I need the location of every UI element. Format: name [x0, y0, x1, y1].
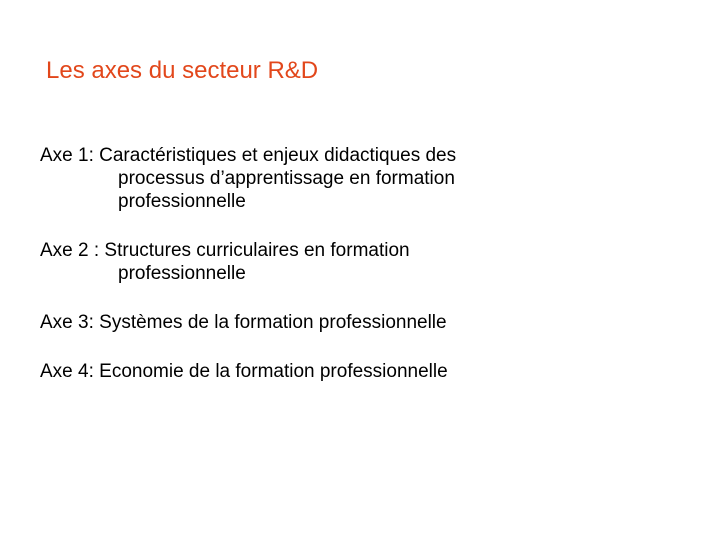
axe-1-line-1: Axe 1: Caractéristiques et enjeux didactiques des: [40, 145, 457, 166]
axe-2-line-1: Axe 2 : Structures curriculaires en formation: [40, 240, 410, 261]
axe-4-line-1: Axe 4: Economie de la formation professionnelle: [40, 361, 448, 382]
axe-item-2: [40, 239, 680, 285]
slide-title: Les axes du secteur R&D: [46, 57, 319, 84]
axe-item-4: [40, 360, 680, 383]
axe-1-line-3: professionnelle: [118, 191, 246, 212]
axe-3-line-1: Axe 3: Systèmes de la formation professionnelle: [40, 312, 447, 333]
axe-item-1: [40, 144, 680, 213]
axe-2-line-2: professionnelle: [118, 263, 246, 284]
axes-list: [40, 144, 680, 409]
axe-1-line-2: processus d’apprentissage en formation: [118, 168, 455, 189]
axe-item-3: [40, 311, 680, 334]
